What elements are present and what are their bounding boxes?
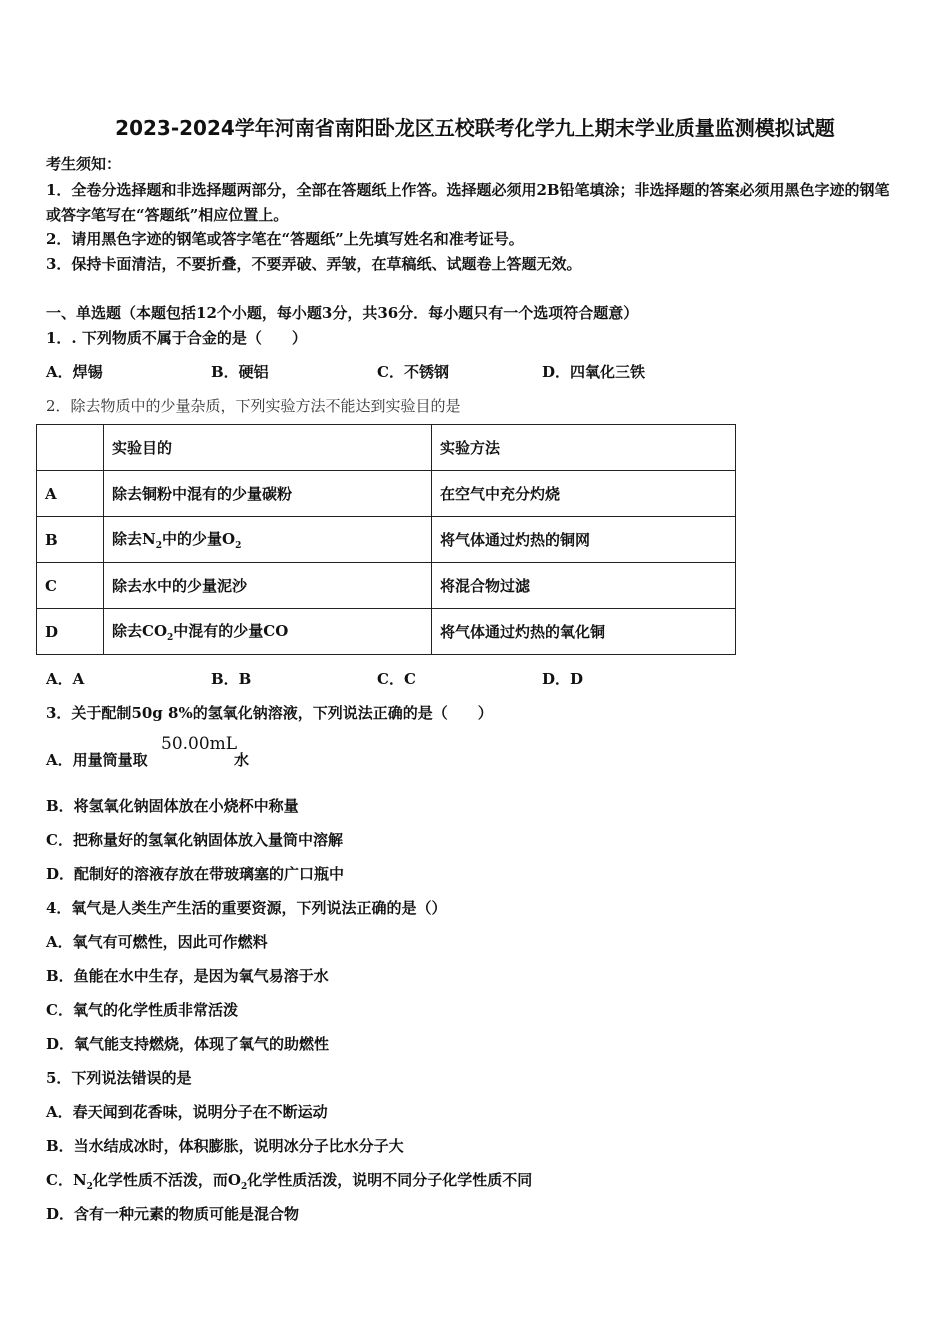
- notice-item-1: 1．全卷分选择题和非选择题两部分，全部在答题纸上作答。选择题必须用2B铅笔填涂；非选择题的答案必须用黑色字迹的钢笔或答字笔写在“答题纸”相应位置上。: [46, 181, 890, 224]
- table-row: [37, 517, 736, 563]
- q5-option-c: [46, 1169, 532, 1192]
- row-method: 将气体通过灼热的氧化铜: [432, 609, 736, 655]
- row-label: C: [37, 563, 104, 609]
- purpose-text: 除去N: [112, 530, 156, 548]
- notice-item-2: 2．请用黑色字迹的钢笔或答字笔在“答题纸”上先填写姓名和准考证号。: [46, 230, 524, 248]
- purpose-text: 除去CO: [112, 622, 168, 640]
- row-method: 在空气中充分灼烧: [432, 471, 736, 517]
- row-label: A: [37, 471, 104, 517]
- table-header-cell: 实验目的: [104, 425, 432, 471]
- row-method: 将气体通过灼热的铜网: [432, 517, 736, 563]
- q5c-text: C．N: [46, 1171, 87, 1189]
- table-header-cell: [37, 425, 104, 471]
- q5-option-a: A．春天闻到花香味，说明分子在不断运动: [46, 1103, 328, 1121]
- q3-option-a-volume: 50.00mL: [161, 734, 238, 754]
- q1-option-a: A．焊锡: [46, 363, 103, 381]
- row-method: 将混合物过滤: [432, 563, 736, 609]
- row-purpose: 除去水中的少量泥沙: [104, 563, 432, 609]
- notice-heading: 考生须知：: [46, 155, 122, 173]
- q2-option-a: A．A: [46, 670, 85, 688]
- notice-item-3: 3．保持卡面清洁，不要折叠，不要弄破、弄皱，在草稿纸、试题卷上答题无效。: [46, 255, 582, 273]
- subscript: 2: [86, 1182, 93, 1192]
- table-row: [37, 609, 736, 655]
- table-header-cell: 实验方法: [432, 425, 736, 471]
- row-purpose: [104, 517, 432, 563]
- q5c-text: 化学性质不活泼，而O: [92, 1171, 241, 1189]
- q3-option-b: B．将氢氧化钠固体放在小烧杯中称量: [46, 797, 299, 815]
- q4-option-c: C．氧气的化学性质非常活泼: [46, 1001, 238, 1019]
- page-title: 2023-2024学年河南省南阳卧龙区五校联考化学九上期末学业质量监测模拟试题: [115, 116, 835, 140]
- purpose-text: 中的少量O: [161, 530, 236, 548]
- table-row: [37, 471, 736, 517]
- subscript: 2: [241, 1182, 248, 1192]
- q1-option-c: C．不锈钢: [377, 363, 449, 381]
- q2-option-d: D．D: [542, 670, 584, 688]
- question-3-stem: 3．关于配制50g 8%的氢氧化钠溶液，下列说法正确的是（ ）: [46, 704, 493, 722]
- q3-option-a-suffix: 水: [234, 751, 250, 769]
- subscript: 2: [235, 541, 242, 551]
- question-4-stem: 4．氧气是人类生产生活的重要资源，下列说法正确的是（）: [46, 899, 447, 917]
- q5-option-d: D．含有一种元素的物质可能是混合物: [46, 1205, 300, 1223]
- q3-option-a-label: A．用量筒量取: [46, 751, 148, 769]
- q4-option-a: A．氧气有可燃性，因此可作燃料: [46, 933, 268, 951]
- question-5-stem: 5．下列说法错误的是: [46, 1069, 192, 1087]
- q5c-text: 化学性质活泼，说明不同分子化学性质不同: [247, 1171, 533, 1189]
- q3-option-c: C．把称量好的氢氧化钠固体放入量筒中溶解: [46, 831, 343, 849]
- q4-option-b: B．鱼能在水中生存，是因为氧气易溶于水: [46, 967, 329, 985]
- purpose-text: 中混有的少量CO: [173, 622, 289, 640]
- q2-option-c: C．C: [377, 670, 416, 688]
- subscript: 2: [155, 541, 162, 551]
- question-1-stem: 1．. 下列物质不属于合金的是（ ）: [46, 329, 307, 347]
- q1-option-d: D．四氧化三铁: [542, 363, 646, 381]
- q4-option-d: D．氧气能支持燃烧，体现了氧气的助燃性: [46, 1035, 330, 1053]
- row-label: B: [37, 517, 104, 563]
- question-2-stem: 2．除去物质中的少量杂质，下列实验方法不能达到实验目的是: [46, 397, 461, 415]
- row-purpose: [104, 609, 432, 655]
- section-heading: 一、单选题（本题包括12个小题，每小题3分，共36分．每小题只有一个选项符合题意）: [46, 304, 639, 322]
- q1-option-b: B．硬铝: [211, 363, 269, 381]
- q2-option-b: B．B: [211, 670, 252, 688]
- table-header-row: [37, 425, 736, 471]
- row-label: D: [37, 609, 104, 655]
- experiment-table: [36, 424, 736, 655]
- subscript: 2: [167, 633, 174, 643]
- q3-option-d: D．配制好的溶液存放在带玻璃塞的广口瓶中: [46, 865, 345, 883]
- q5-option-b: B．当水结成冰时，体积膨胀，说明冰分子比水分子大: [46, 1137, 404, 1155]
- table-row: [37, 563, 736, 609]
- row-purpose: 除去铜粉中混有的少量碳粉: [104, 471, 432, 517]
